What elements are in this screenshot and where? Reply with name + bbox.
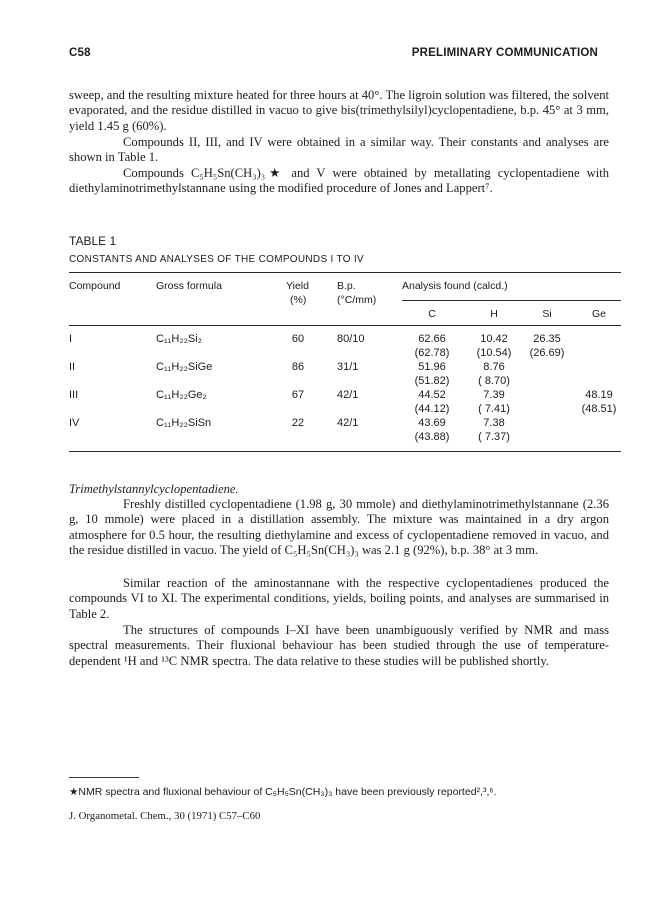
- page-number: C58: [69, 47, 91, 59]
- row-4-formula: C₁₁H₂₂SiSn: [156, 417, 212, 429]
- table-label: TABLE 1: [69, 234, 117, 248]
- footnote-rule: [69, 777, 139, 778]
- header-compound: Compound: [69, 280, 121, 292]
- header-bp: B.p.: [337, 280, 356, 292]
- intro-paragraph-3: Compounds C₅H₅Sn(CH₃)₃★ and V were obtained by metallating cyclopentadiene with diethylaminotrimethylstannane using the modified procedure of Jones and Lappert⁷.: [69, 166, 609, 196]
- row-2-formula: C₁₁H₂₂SiGe: [156, 361, 213, 373]
- row-3-compound: III: [69, 389, 79, 401]
- row-3-ge-found: 48.19: [585, 389, 613, 401]
- header-ge: Ge: [591, 308, 606, 320]
- row-4-bp: 42/1: [337, 417, 359, 429]
- header-h: H: [490, 308, 498, 320]
- analysis-rule: [402, 300, 621, 301]
- row-1-compound: I: [69, 333, 73, 345]
- header-c: C: [428, 308, 436, 320]
- row-4-yield: 22: [291, 417, 305, 429]
- row-4-compound: IV: [69, 417, 80, 429]
- row-2-h-found: 8.76: [483, 361, 505, 373]
- intro-paragraph-1: sweep, and the resulting mixture heated for three hours at 40°. The ligroin solution was filtered, the solvent evaporated, and the residue distilled in vacuo to give bis(trimethylsilyl)cyclopentadiene, b.p. 45° at 3 mm, yield 1.45 g (60%).: [69, 88, 609, 133]
- row-3-yield: 67: [291, 389, 305, 401]
- table-caption: CONSTANTS AND ANALYSES OF THE COMPOUNDS I TO IV: [69, 254, 364, 265]
- row-3-c-found: 44.52: [418, 389, 446, 401]
- row-4-c-calcd: (43.88): [414, 431, 450, 443]
- row-2-h-calcd: ( 8.70): [478, 375, 510, 387]
- table-header-rule: [69, 325, 621, 326]
- body-paragraph-3: The structures of compounds I–XI have been unambiguously verified by NMR and mass spectral measurements. Their fluxional behaviour has been studied through the use of temperature-dependent ¹H and ¹³C NMR spectra. The data relative to these studies will be published shortly.: [69, 623, 609, 668]
- row-2-yield: 86: [291, 361, 305, 373]
- row-1-si-calcd: (26.69): [529, 347, 565, 359]
- row-1-si-found: 26.35: [533, 333, 561, 345]
- row-3-c-calcd: (44.12): [414, 403, 450, 415]
- header-si: Si: [542, 308, 552, 320]
- footnote: ★NMR spectra and fluxional behaviour of C₅H₅Sn(CH₃)₃ have been previously reported²,³,⁶.: [69, 786, 497, 798]
- intro-paragraph-2: Compounds II, III, and IV were obtained in a similar way. Their constants and analyses are shown in Table 1.: [69, 135, 609, 165]
- row-2-bp: 31/1: [337, 361, 359, 373]
- row-1-h-found: 10.42: [480, 333, 508, 345]
- row-2-c-calcd: (51.82): [414, 375, 450, 387]
- row-4-c-found: 43.69: [418, 417, 446, 429]
- row-3-bp: 42/1: [337, 389, 359, 401]
- table-bottom-rule: [69, 451, 621, 452]
- row-1-c-found: 62.66: [418, 333, 446, 345]
- row-3-ge-calcd: (48.51): [581, 403, 617, 415]
- body-paragraph-2: Similar reaction of the aminostannane with the respective cyclopentadienes produced the compounds VI to XI. The experimental conditions, yields, boiling points, and analyses are summarised in Table 2.: [69, 576, 609, 621]
- row-1-formula: C₁₁H₂₂Si₂: [156, 333, 202, 345]
- header-formula: Gross formula: [156, 280, 222, 292]
- header-yield-unit: (%): [290, 294, 307, 306]
- row-3-formula: C₁₁H₂₂Ge₂: [156, 389, 207, 401]
- row-1-bp: 80/10: [337, 333, 365, 345]
- body-paragraph-1: Freshly distilled cyclopentadiene (1.98 g, 30 mmole) and diethylaminotrimethylstannane (2.36 g, 10 mmole) were placed in a distillation assembly. The mixture was maintained in a dry argon atmosphere for 0.5 hour, the resulting diethylamine and excess of cyclopentadiene removed in vacuo, and the residue distilled in vacuo. The yield of C₅H₅Sn(CH₃)₃ was 2.1 g (92%), b.p. 38° at 3 mm.: [69, 497, 609, 558]
- running-head: PRELIMINARY COMMUNICATION: [411, 47, 598, 59]
- row-3-h-calcd: ( 7.41): [478, 403, 510, 415]
- journal-reference: J. Organometal. Chem., 30 (1971) C57–C60: [69, 810, 261, 822]
- row-3-h-found: 7.39: [483, 389, 505, 401]
- header-analysis: Analysis found (calcd.): [402, 280, 508, 292]
- row-1-h-calcd: (10.54): [476, 347, 512, 359]
- row-2-c-found: 51.96: [418, 361, 446, 373]
- section-title: Trimethylstannylcyclopentadiene.: [69, 482, 239, 496]
- row-2-compound: II: [69, 361, 76, 373]
- row-1-yield: 60: [291, 333, 305, 345]
- header-bp-unit: (°C/mm): [337, 294, 377, 306]
- header-yield: Yield: [286, 280, 309, 292]
- row-4-h-found: 7.38: [483, 417, 505, 429]
- row-1-c-calcd: (62.78): [414, 347, 450, 359]
- table-top-rule: [69, 272, 621, 273]
- row-4-h-calcd: ( 7.37): [478, 431, 510, 443]
